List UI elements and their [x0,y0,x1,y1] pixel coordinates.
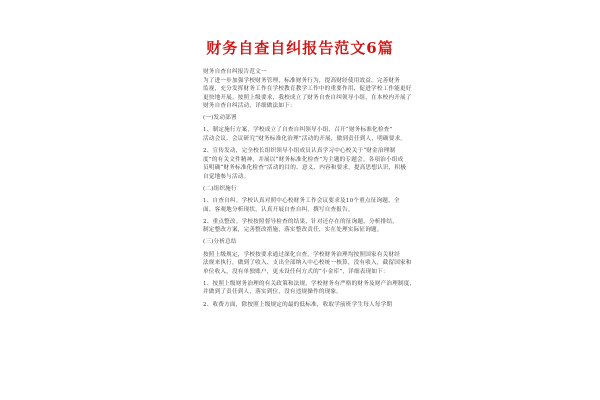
paragraph-line: 2、收费方面，除按照上级规定的最的低标准，收取学前班学生每人每学期 [203,301,393,308]
paragraph-line: 2、重点整改。学校按照督导检查的结果，针对还存在的征询题，分析排结， [203,218,398,225]
section-heading: (三)分析总结 [203,239,237,246]
document-body [203,68,416,309]
paragraph-line: 制定整改方案，完善整改措施，落实整改责任，实在处理实际征询题。 [203,227,383,234]
paragraph-line: 按照上级规定，学校按要求通过深化自查，学校财务治理均按照国家有关财经 [203,251,400,258]
paragraph-line: 员明确“财务标准化检查”活动的目的、意义、内容和要求，提高思想认识，积极 [203,165,407,172]
paragraph-line: 1、自查自纠。学校认真对照中心校财务工作会议要求及10个重点征询题，全 [203,198,400,205]
document-subtitle: 财务自查自纠报告范文一 [203,69,267,75]
paragraph-line: 自觉地参与活动。 [203,173,250,180]
paragraph-line: 1、按照上级财务治理的有关政策和法规，学校财务有严格的财务及财产治理制度， [203,280,416,287]
paragraph-line: 2、宣传发动，完全校长组织领导小组成员认真学习中心校关于“财金治理制 [203,148,396,155]
paragraph-line: 更快地开展。按照上级要求，我校成立了财务自查自纠领导小组，在本校内开展了 [203,94,412,101]
paragraph-line: 为了进一步加强学校财务管理，标准财务行为，提高财经使用效益，完善财务 [203,77,400,84]
paragraph-line: 活动会议。会议研究“财务标准化治理”活动的开展，做到责任到人，明确要求。 [203,136,407,143]
paragraph-line: 并做到了责任到人，落实到位，没有违规操作的现象。 [203,289,343,296]
paragraph-line: 法规来执行，做到了收入、支出全部纳入中心校统一核算，没有收入，截留国家和 [203,260,412,267]
paragraph-line: 单位收入，没有单独账户，更未设任何方式的“小金库”，详细表现如下： [203,268,389,275]
section-heading: (一)发动部署 [203,115,237,122]
paragraph-line: 财务自查自纠活动，详细做法如下： [203,103,296,110]
paragraph-line: 度”的有关文件精神，并展以“财务标准化检查”为主题的专题会。各项治小组成 [203,156,404,163]
paragraph-line: 1、制定施行方案，学校成立了自查自纠领导小组，召开“财务标准化检查” [203,127,393,134]
paragraph-line: 面、客观地分析现状，认真开展自查自纠，撰写自查报告。 [203,206,354,213]
section-heading: (二)组织施行 [203,185,237,192]
document-title: 财务自查自纠报告范文6篇 [206,39,394,57]
paragraph-line: 监视，充分发挥财务工作在学校教育教学工作中的重要作用，促进学校工作能更好 [203,86,412,93]
